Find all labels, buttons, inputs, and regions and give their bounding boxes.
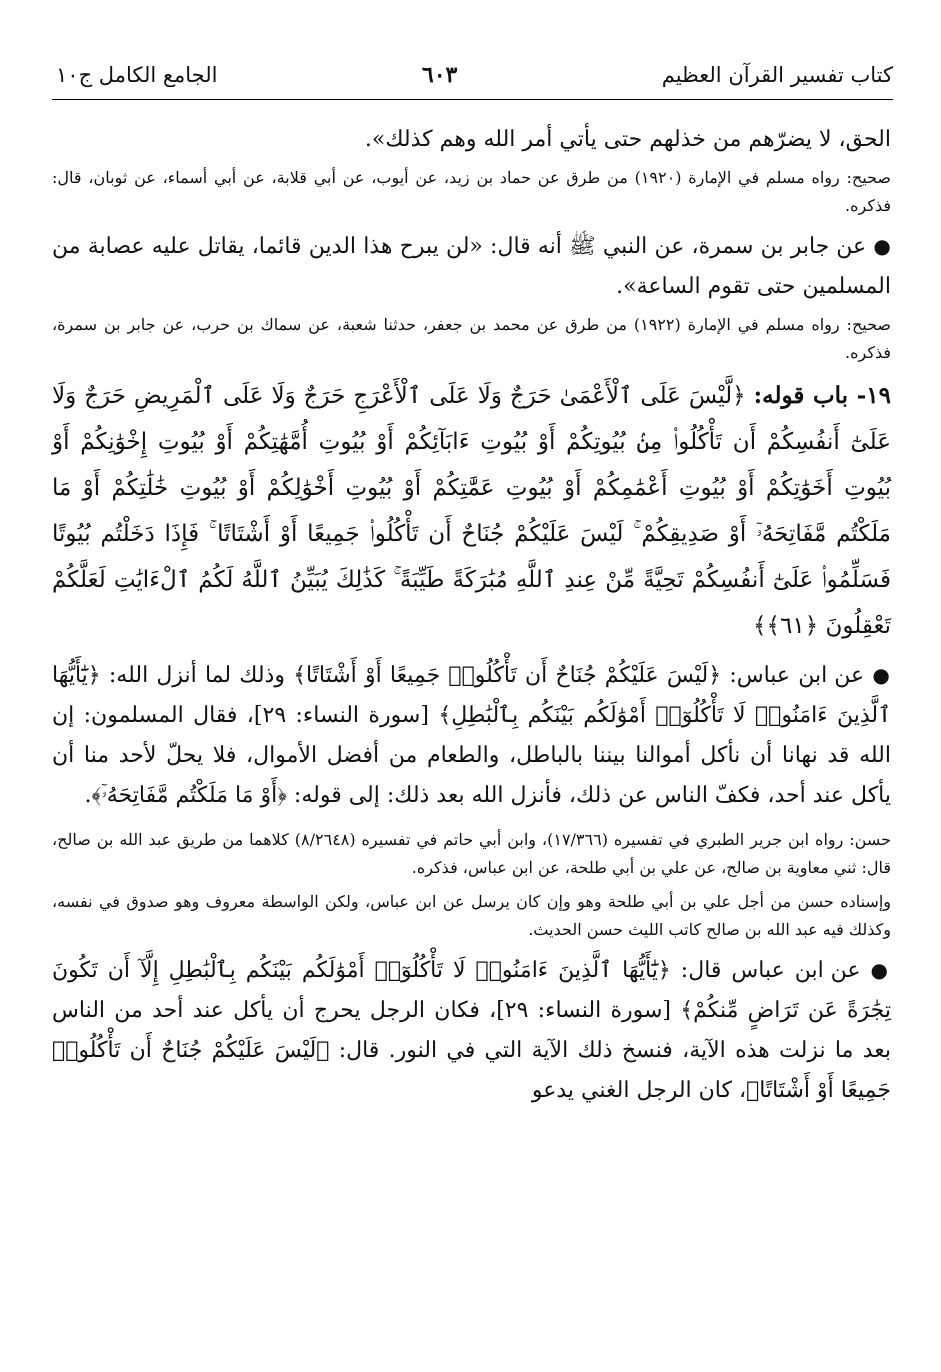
chapter-heading: ١٩- باب قوله: [753,382,892,409]
bullet-icon: ● [872,663,891,687]
bullet-icon: ● [870,958,891,982]
page-number: ٦٠٣ [421,62,458,88]
chapter-block [52,373,891,649]
takhrij-note: صحيح: رواه مسلم في الإمارة (١٩٢٢) من طرق عن محمد بن جعفر، حدثنا شعبة، عن سماك بن حرب، عن جابر بن سمرة، فذكره. [52,315,892,362]
hadith-text: الحق، لا يضرّهم من خذلهم حتى يأتي أمر الله وهم كذلك». [364,127,891,152]
header-rule [52,99,893,100]
quran-verse: ﴿لَّيْسَ عَلَى ٱلْأَعْمَىٰ حَرَجٌ وَلَا عَلَى ٱلْأَعْرَجِ حَرَجٌ وَلَا عَلَى ٱلْمَرِيضِ حَرَجٌ وَلَا عَلَىٰٓ أَنفُسِكُمْ أَن تَأْكُلُوا۟ مِنۢ بُيُوتِكُمْ أَوْ بُيُوتِ ءَابَآئِكُمْ أَوْ بُيُوتِ أُمَّهَٰتِكُمْ أَوْ بُيُوتِ إِخْوَٰنِكُمْ أَوْ بُيُوتِ أَخَوَٰتِكُمْ أَوْ بُيُوتِ أَعْمَٰمِكُمْ أَوْ بُيُوتِ عَمَّٰتِكُمْ أَوْ بُيُوتِ أَخْوَٰلِكُمْ أَوْ بُيُوتِ خَٰلَٰتِكُمْ أَوْ مَا مَلَكْتُم مَّفَاتِحَهُۥٓ أَوْ صَدِيقِكُمْ ۚ لَيْسَ عَلَيْكُمْ جُنَاحٌ أَن تَأْكُلُوا۟ جَمِيعًا أَوْ أَشْتَاتًا ۚ فَإِذَا دَخَلْتُم بُيُوتًا فَسَلِّمُوا۟ عَلَىٰٓ أَنفُسِكُمْ تَحِيَّةً مِّنْ عِندِ ٱللَّهِ مُبَٰرَكَةً طَيِّبَةً ۚ كَذَٰلِكَ يُبَيِّنُ ٱللَّهُ لَكُمُ ٱلْءَايَٰتِ لَعَلَّكُمْ تَعْقِلُونَ ﴿٦١﴾﴾ [52,383,891,639]
volume-title: الجامع الكامل ج١٠ [56,63,218,87]
takhrij-note: حسن: رواه ابن جرير الطبري في تفسيره (١٧/٣٦٦)، وابن أبي حاتم في تفسيره (٨/٢٦٤٨) كلاهما من طريق عبد الله بن صالح، قال: ثني معاوية بن صالح، عن علي بن أبي طلحة، عن ابن عباس، فذكره. [52,830,892,877]
hadith-body: عن ابن عباس: ﴿لَيْسَ عَلَيْكُمْ جُنَاحٌ أَن تَأْكُلُوا۟ جَمِيعًا أَوْ أَشْتَاتًا﴾ وذلك لما أنزل الله: ﴿يَٰٓأَيُّهَا ٱلَّذِينَ ءَامَنُوا۟ لَا تَأْكُلُوٓا۟ أَمْوَٰلَكُم بَيْنَكُم بِٱلْبَٰطِلِ﴾ [سورة النساء: ٢٩]، فقال المسلمون: إن الله قد نهانا أن نأكل أموالنا بيننا بالباطل، والطعام من أفضل الأموال، فلا يحلّ لأحد منا أن يأكل عند أحد، فكفّ الناس عن ذلك، فأنزل الله بعد ذلك: إلى قوله: ﴿أَوْ مَا مَلَكْتُم مَّفَاتِحَهُۥٓ﴾. [52,663,891,808]
page-body [52,120,891,1111]
hadith-text [52,950,891,1111]
hadith-text [52,226,891,307]
hadith-text [52,655,891,816]
page-header [56,55,893,95]
hadith-body: عن جابر بن سمرة، عن النبي ﷺ أنه قال: «لن يبرح هذا الدين قائما، يقاتل عليه عصابة من المسلمين حتى تقوم الساعة». [52,234,891,299]
takhrij-note: صحيح: رواه مسلم في الإمارة (١٩٢٠) من طرق عن حماد بن زيد، عن أيوب، عن أبي قلابة، عن أبي أسماء، عن ثوبان، قال: فذكره. [52,168,891,215]
isnad-note: وإسناده حسن من أجل علي بن أبي طلحة وهو وإن كان يرسل عن ابن عباس، ولكن الواسطة معروف وهو صدوق في نفسه، وكذلك فيه عبد الله بن صالح كاتب الليث حسن الحديث. [52,892,891,939]
book-title: كتاب تفسير القرآن العظيم [661,63,893,87]
bullet-icon: ● [873,234,892,258]
hadith-body: عن ابن عباس قال: ﴿يَٰٓأَيُّهَا ٱلَّذِينَ ءَامَنُوا۟ لَا تَأْكُلُوٓا۟ أَمْوَٰلَكُم بَيْنَكُم بِٱلْبَٰطِلِ إِلَّآ أَن تَكُونَ تِجَٰرَةً عَن تَرَاضٍ مِّنكُمْ﴾ [سورة النساء: ٢٩]، فكان الرجل يحرج أن يأكل عند أحد من الناس بعد ما نزلت هذه الآية، فنسخ ذلك الآية التي في النور. قال: ﴿لَيْسَ عَلَيْكُمْ جُنَاحٌ أَن تَأْكُلُوا۟ جَمِيعًا أَوْ أَشْتَاتًا﴾، كان الرجل الغني يدعو [52,958,891,1103]
